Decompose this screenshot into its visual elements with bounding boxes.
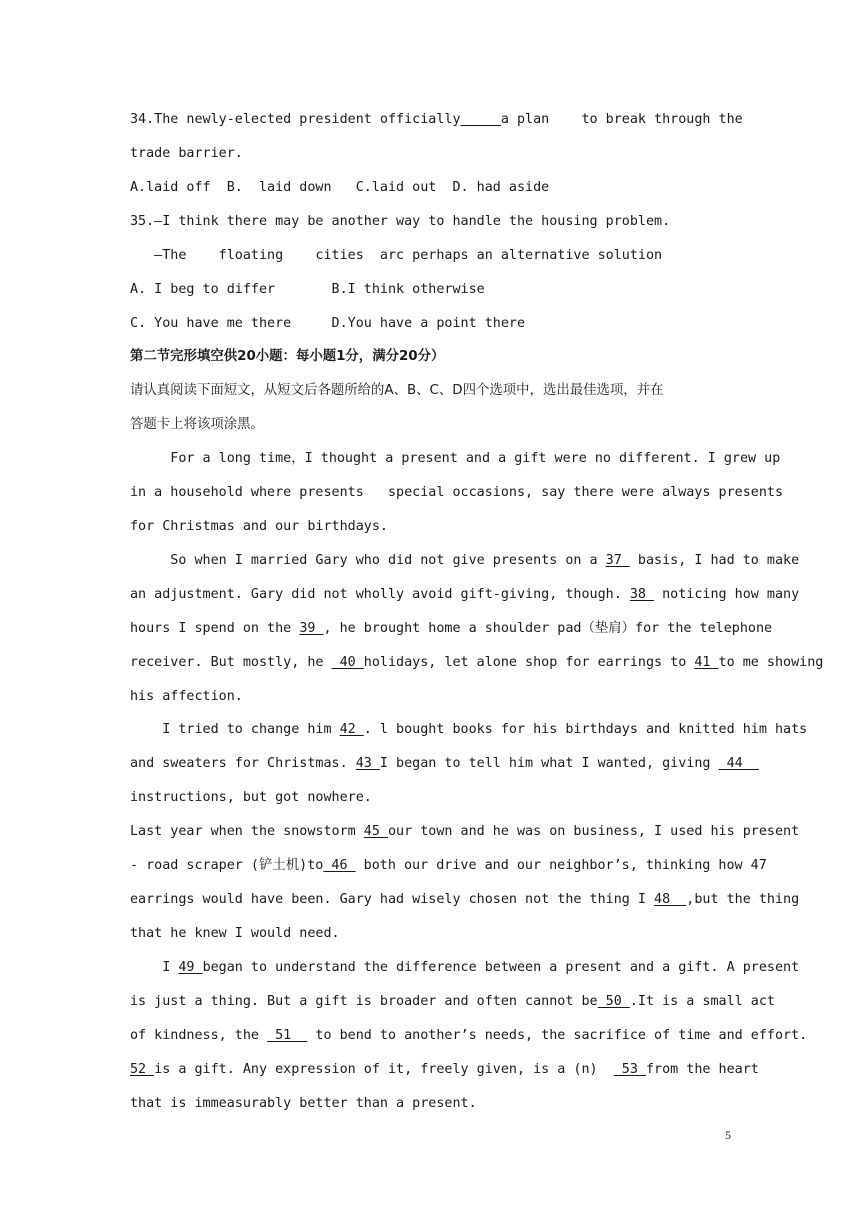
- passage-line: of kindness, the 51 to bend to another’s needs, the sacrifice of time and effort.: [130, 1028, 808, 1043]
- question-35-options-cd: C. You have me there D.You have a point there: [130, 316, 526, 331]
- blank-37: 37: [605, 553, 630, 568]
- passage-line: his affection.: [130, 689, 243, 704]
- question-34-stem-cont: trade barrier.: [130, 146, 243, 161]
- blank-43: 43: [355, 756, 380, 771]
- passage-line: So when I married Gary who did not give presents on a 37 basis, I had to make: [130, 553, 800, 568]
- passage-line: that he knew I would need.: [130, 926, 340, 941]
- passage-line: earrings would have been. Gary had wisely chosen not the thing I 48 ,but the thing: [130, 892, 800, 907]
- page-number: 5: [725, 1128, 731, 1142]
- passage-line: - road scraper (铲土机)to 46 both our drive and our neighbor’s, thinking how 47: [130, 858, 767, 873]
- passage-line: an adjustment. Gary did not wholly avoid gift-giving, though. 38 noticing how many: [130, 587, 800, 602]
- answer-blank: _____: [460, 112, 501, 127]
- blank-42: 42: [339, 722, 364, 737]
- section-heading: 第二节完形填空供20小题：每小题1分，满分20分）: [130, 349, 445, 364]
- blank-41: 41: [694, 655, 719, 670]
- passage-line: For a long time，I thought a present and a gift were no different. I grew up: [130, 451, 781, 466]
- blank-45: 45: [363, 824, 388, 839]
- passage-line: is just a thing. But a gift is broader and often cannot be 50 .It is a small act: [130, 994, 775, 1009]
- passage-line: that is immeasurably better than a present.: [130, 1096, 477, 1111]
- blank-51: 51: [267, 1028, 308, 1043]
- passage-line: receiver. But mostly, he 40 holidays, let alone shop for earrings to 41 to me showing: [130, 655, 824, 670]
- blank-48: 48: [654, 892, 687, 907]
- question-35-options-ab: A. I beg to differ B.I think otherwise: [130, 282, 485, 297]
- passage-line: and sweaters for Christmas. 43 I began to tell him what I wanted, giving 44: [130, 756, 759, 771]
- blank-53: 53: [613, 1062, 646, 1077]
- section-instruction-cont: 答题卡上将该项涂黑。: [130, 417, 264, 432]
- blank-52: 52: [130, 1062, 155, 1077]
- passage-line: for Christmas and our birthdays.: [130, 519, 388, 534]
- blank-39: 39: [299, 621, 324, 636]
- blank-49: 49: [178, 960, 203, 975]
- question-35-reply: —The floating cities arc perhaps an alternative solution: [130, 248, 663, 263]
- passage-line: instructions, but got nowhere.: [130, 790, 372, 805]
- passage-line: I tried to change him 42 . l bought books for his birthdays and knitted him hats: [130, 722, 808, 737]
- question-34-options: A.laid off B. laid down C.laid out D. had aside: [130, 180, 550, 195]
- passage-line: Last year when the snowstorm 45 our town and he was on business, I used his present: [130, 824, 800, 839]
- passage-line: I 49 began to understand the difference between a present and a gift. A present: [130, 960, 800, 975]
- question-35-stem: 35.—I think there may be another way to handle the housing problem.: [130, 214, 671, 229]
- blank-46: 46: [323, 858, 356, 873]
- passage-line: hours I spend on the 39 , he brought home a shoulder pad（垫肩）for the telephone: [130, 621, 773, 636]
- question-34-stem: 34.The newly-elected president officially_____a plan to break through the: [130, 112, 743, 127]
- blank-40: 40: [331, 655, 364, 670]
- blank-44: 44: [718, 756, 759, 771]
- passage-line: in a household where presents special occasions, say there were always presents: [130, 485, 784, 500]
- section-instruction: 请认真阅读下面短文，从短文后各题所给的A、B、C、D四个选项中，选出最佳选项，并在: [130, 383, 664, 398]
- blank-38: 38: [629, 587, 655, 602]
- passage-line: 52 is a gift. Any expression of it, freely given, is a (n) 53 from the heart: [130, 1062, 759, 1077]
- blank-50: 50: [597, 994, 630, 1009]
